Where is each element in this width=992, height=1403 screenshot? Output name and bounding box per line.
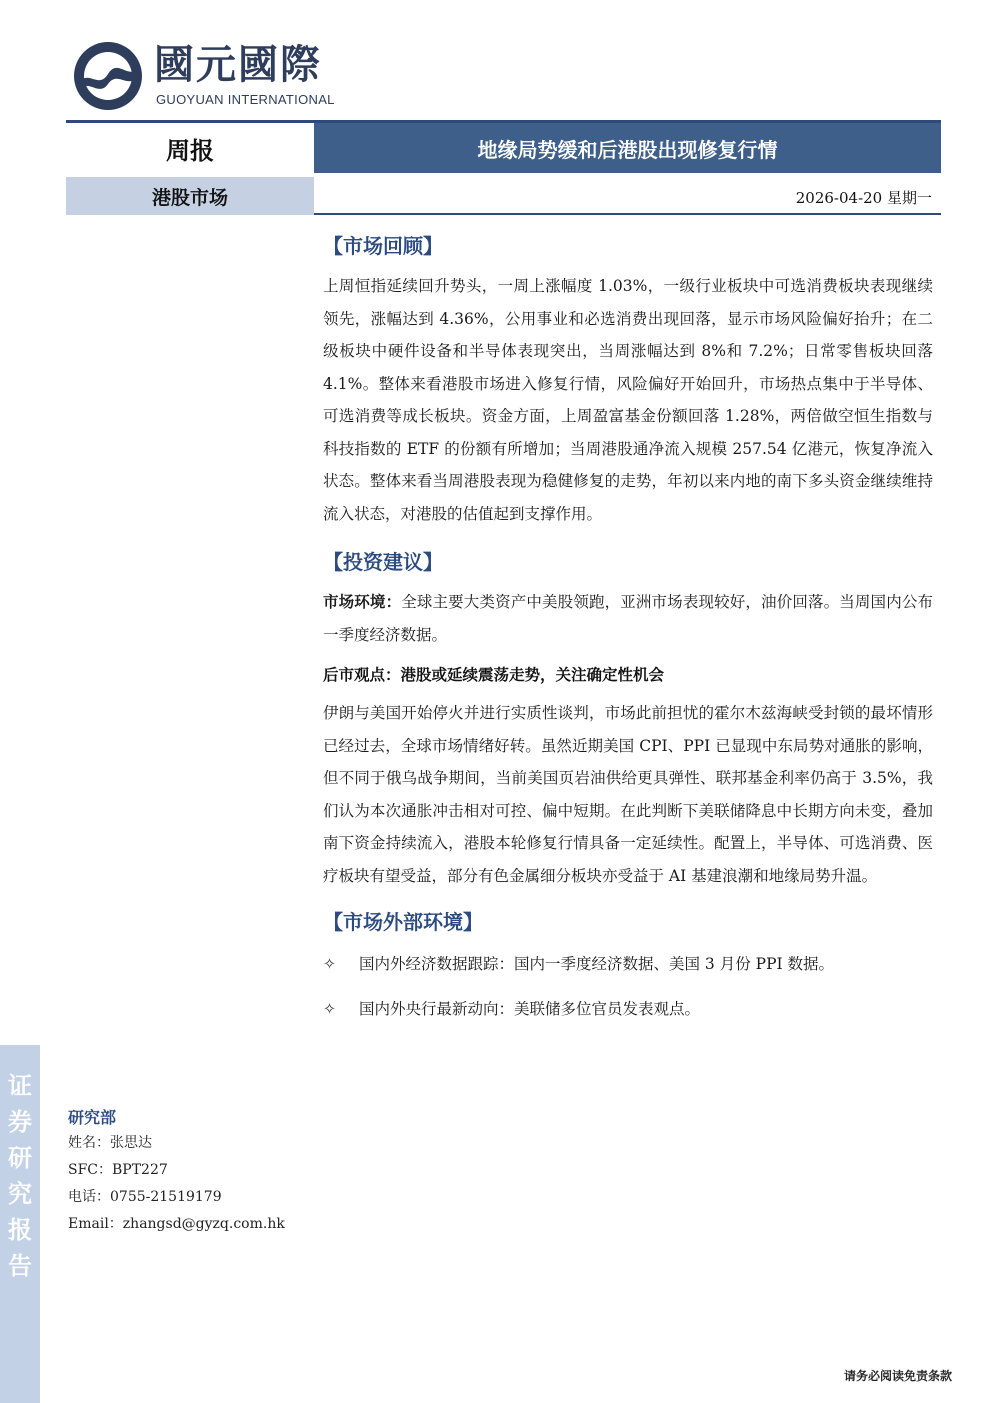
outlook-paragraph: 伊朗与美国开始停火并进行实质性谈判，市场此前担忧的霍尔木兹海峡受封锁的最坏情形已经过去，全球市场情绪好转。虽然近期美国 CPI、PPI 已显现中东局势对通胀的影响，但不同于俄乌战争期间，当前美国页岩油供给更具弹性、联邦基金利率仍高于 3.5%，我们认为本次通胀冲击相对可控、偏中短期。在此判断下美联储降息中长期方向未变，叠加南下资金持续流入，港股本轮修复行情具备一定延续性。配置上，半导体、可选消费、医疗板块有望受益，部分有色金属细分板块亦受益于 AI 基建浪潮和地缘局势升温。 <box>323 704 933 885</box>
section-heading-investment-advice: 【投资建议】 <box>323 550 443 574</box>
outlook-heading: 后市观点：港股或延续震荡走势，关注确定性机会 <box>323 665 665 684</box>
market-environment-paragraph <box>323 586 933 651</box>
section-heading-market-review: 【市场回顾】 <box>323 234 443 258</box>
section-heading-external-environment: 【市场外部环境】 <box>323 910 483 934</box>
market-environment-text: 全球主要大类资产中美股领跑，亚洲市场表现较好，油价回落。当周国内公布一季度经济数据。 <box>323 593 933 644</box>
report-title: 地缘局势缓和后港股出现修复行情 <box>477 137 778 162</box>
report-category: 港股市场 <box>151 186 228 209</box>
department-name: 研究部 <box>68 1108 117 1127</box>
sidebar-label: 证 券 研 究 报 告 <box>8 1072 32 1280</box>
subheader-rule <box>314 213 941 215</box>
list-item <box>323 952 933 976</box>
logo-chinese-name: 國元國際 <box>154 42 322 88</box>
diamond-bullet-icon: ✧ <box>323 1000 336 1018</box>
author-block <box>68 1106 285 1238</box>
company-logo <box>72 40 342 114</box>
report-date: 2026-04-20 星期一 <box>795 189 932 207</box>
report-type: 周报 <box>166 136 214 165</box>
logo-english-name: GUOYUAN INTERNATIONAL <box>156 92 335 107</box>
list-item <box>323 997 933 1021</box>
author-email[interactable]: Email：zhangsd@gyzq.com.hk <box>68 1216 285 1232</box>
main-content <box>323 228 933 1021</box>
logo-icon <box>72 40 144 112</box>
disclaimer-link[interactable]: 请务必阅读免责条款 <box>843 1369 952 1383</box>
market-review-paragraph: 上周恒指延续回升势头，一周上涨幅度 1.03%，一级行业板块中可选消费板块表现继续领先，涨幅达到 4.36%，公用事业和必选消费出现回落，显示市场风险偏好抬升；在二级板块中硬件设备和半导体表现突出，当周涨幅达到 8%和 7.2%；日常零售板块回落 4.1%。整体来看港股市场进入修复行情，风险偏好开始回升，市场热点集中于半导体、可选消费等成长板块。资金方面，上周盈富基金份额回落 1.28%，两倍做空恒生指数与科技指数的 ETF 的份额有所增加；当周港股通净流入规模 257.54 亿港元，恢复净流入状态。整体来看当周港股表现为稳健修复的走势，年初以来内地的南下多头资金继续维持流入状态，对港股的估值起到支撑作用。 <box>323 277 933 523</box>
list-item-text: 国内外央行最新动向：美联储多位官员发表观点。 <box>359 1000 701 1018</box>
list-item-text: 国内外经济数据跟踪：国内一季度经济数据、美国 3 月份 PPI 数据。 <box>359 955 835 973</box>
author-phone: 电话：0755-21519179 <box>68 1189 222 1205</box>
author-sfc: SFC：BPT227 <box>68 1162 168 1178</box>
report-title-banner <box>314 123 941 173</box>
report-type-cell <box>66 123 314 173</box>
diamond-bullet-icon: ✧ <box>323 955 336 973</box>
author-name: 姓名：张思达 <box>68 1135 152 1151</box>
market-environment-label: 市场环境： <box>323 592 402 611</box>
category-cell <box>66 177 314 215</box>
